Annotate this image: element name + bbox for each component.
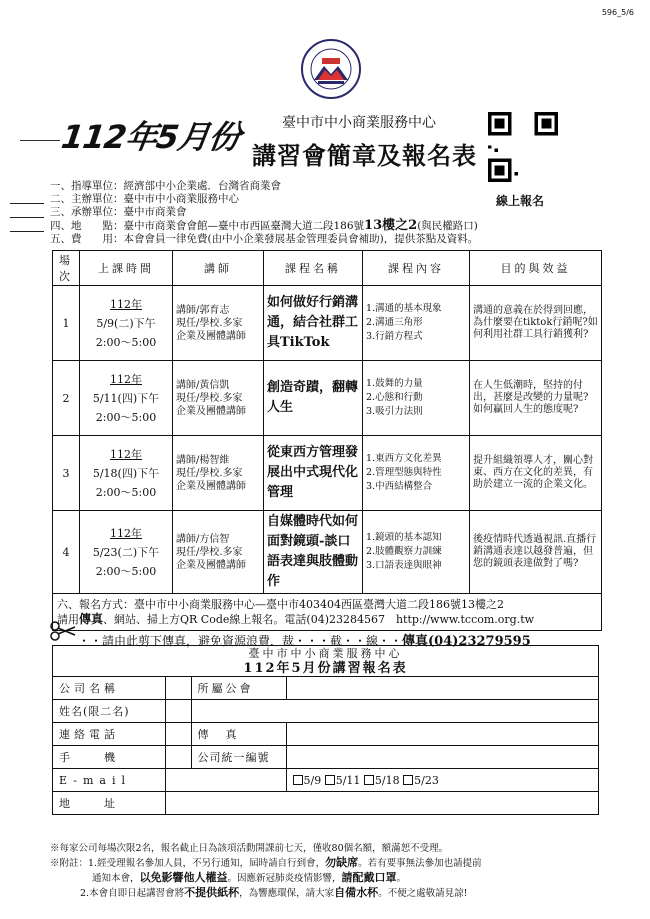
session-number: 4: [53, 511, 80, 594]
session-course: 自媒體時代如何面對鏡頭-談口語表達與肢體動作: [264, 511, 363, 594]
session-time: 112年 5/18(四)下午 2:00～5:00: [80, 436, 173, 511]
session-number: 2: [53, 361, 80, 436]
headline: 112年5月份: [59, 118, 243, 156]
checkbox: [325, 775, 335, 785]
attendee-name-field-2[interactable]: [191, 700, 599, 723]
session-number: 3: [53, 436, 80, 511]
checkbox: [403, 775, 413, 785]
form-header: 臺中市中小商業服務中心 112年5月份講習報名表: [53, 646, 599, 677]
col-header: 場次: [53, 251, 80, 286]
side-mark: [10, 231, 44, 232]
mobile-field[interactable]: [166, 746, 192, 769]
attendee-name-field-1[interactable]: [166, 700, 192, 723]
table-row: [53, 511, 602, 594]
qr-code[interactable]: [488, 112, 558, 182]
registration-row: [53, 594, 602, 631]
date-option[interactable]: 5/23: [403, 774, 439, 787]
session-speaker: 講師/黃信凱 現任/學校.多家 企業及團體講師: [173, 361, 264, 436]
company-name-label: 公司名稱: [53, 677, 166, 700]
phone-field[interactable]: [166, 723, 192, 746]
fax-label: 傳 真: [191, 723, 286, 746]
date-options: [286, 769, 599, 792]
session-goal: 後疫情時代透過視訊.直播行銷溝通表達以越發普遍，但您的鏡頭表達做對了嗎?: [470, 511, 602, 594]
note-line: 通知本會，以免影響他人權益。因應新冠肺炎疫情影響，請配戴口罩。: [92, 871, 407, 884]
scissors-icon: [50, 620, 76, 642]
page-code: 596_5/6: [601, 8, 634, 17]
info-row: 三、承辦單位：臺中市商業會: [50, 206, 187, 218]
session-time: 112年 5/11(四)下午 2:00～5:00: [80, 361, 173, 436]
headline-dash: [20, 140, 60, 141]
info-row: 一、指導單位：經濟部中小企業處．台灣省商業會: [50, 180, 281, 192]
session-course: 從東西方管理發展出中式現代化管理: [264, 436, 363, 511]
session-speaker: 講師/楊智維 現任/學校.多家 企業及團體講師: [173, 436, 264, 511]
table-row: [53, 436, 602, 511]
cut-line: ・・請由此剪下傳真，避免資源浪費．裁・・・截・・線・・傳真(04)23279595: [78, 634, 531, 649]
session-speaker: 講師/方信智 現任/學校.多家 企業及團體講師: [173, 511, 264, 594]
session-content: 1.東西方文化差異 2.管理型態與特性 3.中西結構整合: [363, 436, 470, 511]
side-mark: [10, 217, 44, 218]
note-line: ※附註：1.經受理報名參加人員，不另行通知，屆時請自行到會，勿缺席。若有要事無法參加也請提前: [50, 856, 482, 869]
col-header: 課程名稱: [264, 251, 363, 286]
course-table: [52, 250, 602, 631]
col-header: 講師: [173, 251, 264, 286]
col-header: 上課時間: [80, 251, 173, 286]
session-time: 112年 5/23(二)下午 2:00～5:00: [80, 511, 173, 594]
table-row: [53, 286, 602, 361]
session-course: 如何做好行銷溝通，結合社群工具TikTok: [264, 286, 363, 361]
table-header-row: [53, 251, 602, 286]
date-option[interactable]: 5/9: [293, 774, 322, 787]
chamber-logo: [300, 38, 362, 100]
mobile-label: 手 機: [53, 746, 166, 769]
phone-label: 連絡電話: [53, 723, 166, 746]
email-label: E-mail: [53, 769, 166, 792]
email-field[interactable]: [166, 769, 287, 792]
attendee-name-label: 姓名(限二名): [53, 700, 166, 723]
info-row: 五、費 用：本會會員一律免費(由中小企業發展基金管理委員會補助)，提供茶點及資料。: [50, 233, 479, 245]
tax-id-label: 公司統一編號: [191, 746, 286, 769]
session-course: 創造奇蹟，翻轉人生: [264, 361, 363, 436]
checkbox: [293, 775, 303, 785]
company-name-field[interactable]: [166, 677, 192, 700]
session-content: 1.鼓舞的力量 2.心態和行動 3.吸引力法則: [363, 361, 470, 436]
note-line: 2.本會自即日起講習會將不提供紙杯，為響應環保，請大家自備水杯。不便之處敬請見諒!: [80, 886, 468, 899]
session-content: 1.鏡頭的基本認知 2.肢體觀察力訓練 3.口語表達與眼神: [363, 511, 470, 594]
checkbox: [364, 775, 374, 785]
registration-method: 六、報名方式：臺中市中小商業服務中心—臺中市403404西區臺灣大道二段186號13樓之2 請用傳真、網站、掃上方QR Code線上報名。電話(04)23284567 http://www.tccom.org.tw: [53, 594, 602, 631]
col-header: 課程內容: [363, 251, 470, 286]
address-label: 地 址: [53, 792, 166, 815]
session-speaker: 講師/郭育志 現任/學校.多家 企業及團體講師: [173, 286, 264, 361]
chamber-field[interactable]: [286, 677, 599, 700]
document-title: 講習會簡章及報名表: [252, 141, 477, 170]
tax-id-field[interactable]: [286, 746, 599, 769]
session-content: 1.溝通的基本現象 2.溝通三角形 3.行銷方程式: [363, 286, 470, 361]
session-number: 1: [53, 286, 80, 361]
note-line: ※每家公司每場次限2名，報名截止日為該項活動開課前七天，僅收80個名額，額滿恕不受理。: [50, 843, 449, 854]
qr-caption: 線上報名: [496, 194, 545, 208]
date-option[interactable]: 5/18: [364, 774, 400, 787]
info-row: 四、地 點：臺中市商業會會館—臺中市西區臺灣大道二段186號13樓之2(與民權路口): [50, 218, 478, 233]
session-goal: 溝通的意義在於得到回應，為什麼要在tiktok行銷呢?如何利用社群工具行銷獲利?: [470, 286, 602, 361]
col-header: 目的與效益: [470, 251, 602, 286]
notes: [50, 842, 620, 901]
fax-number: 傳真(04)23279595: [402, 634, 531, 649]
organizer-name: 臺中市中小商業服務中心: [282, 115, 436, 131]
info-row: 二、主辦單位：臺中市中小商業服務中心: [50, 193, 239, 205]
chamber-label: 所屬公會: [191, 677, 286, 700]
side-mark: [10, 203, 44, 204]
date-option[interactable]: 5/11: [325, 774, 361, 787]
session-goal: 提升組織領導人才，關心對東、西方在文化的差異，有助於建立一流的企業文化。: [470, 436, 602, 511]
event-info: [50, 180, 478, 246]
session-time: 112年 5/9(二)下午 2:00～5:00: [80, 286, 173, 361]
session-goal: 在人生低潮時，堅持的付出，甚麼是改變的力量呢?如何贏回人生的態度呢?: [470, 361, 602, 436]
fax-field[interactable]: [286, 723, 599, 746]
address-field[interactable]: [166, 792, 599, 815]
registration-form: [52, 645, 599, 815]
table-row: [53, 361, 602, 436]
